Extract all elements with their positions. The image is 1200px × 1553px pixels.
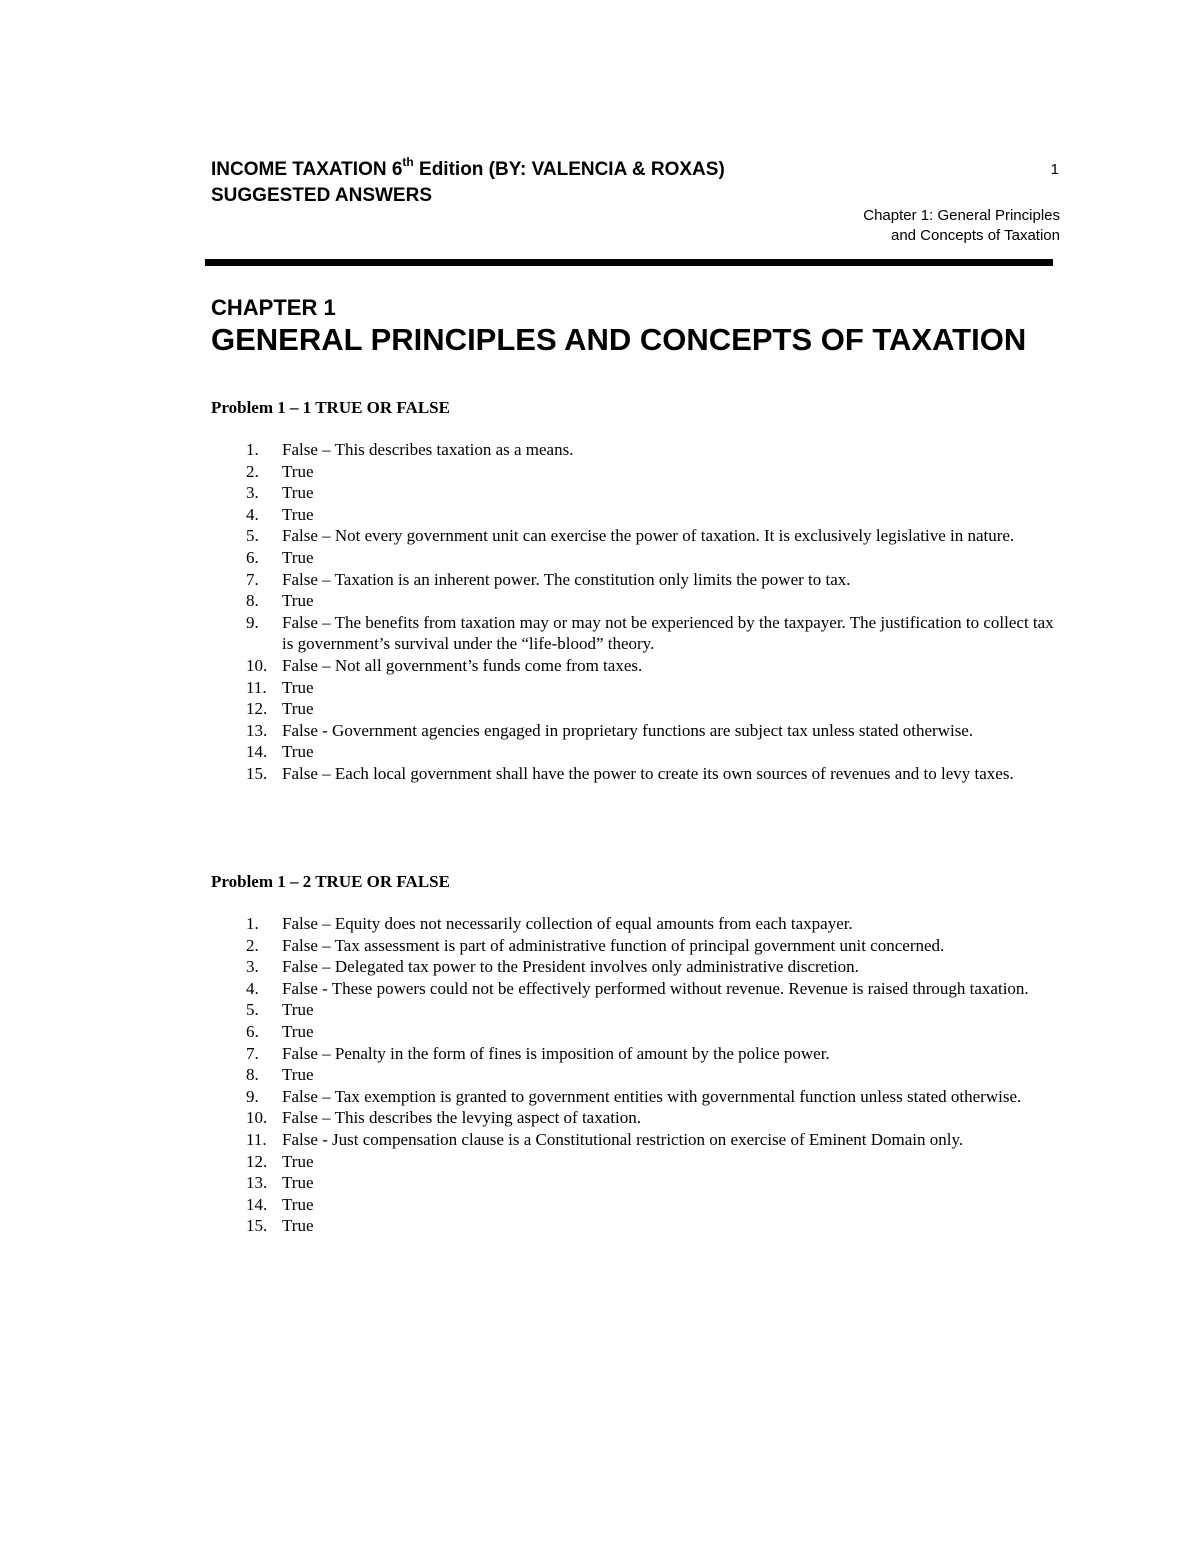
answer-text: False – Not every government unit can exercise the power of taxation. It is exclusively legislative in nature. xyxy=(282,526,1015,546)
answer-number: 1. xyxy=(246,440,259,459)
answer-text: True xyxy=(282,591,314,611)
answer-text: True xyxy=(282,1151,314,1171)
answer-text: True xyxy=(282,1173,314,1193)
answer-number: 7. xyxy=(246,569,259,589)
chapter-reference-line-1: Chapter 1: General Principles xyxy=(863,207,1060,224)
answer-number: 10. xyxy=(246,1108,268,1128)
answer-number: 3. xyxy=(246,957,259,977)
answer-item xyxy=(211,913,1061,935)
document-title-rest: Edition (BY: VALENCIA & ROXAS) xyxy=(413,159,725,180)
answer-text: False – This describes the levying aspect of taxation. xyxy=(282,1108,641,1128)
answer-text: True xyxy=(282,742,314,762)
answer-text: False – Delegated tax power to the President involves only administrative discretion. xyxy=(282,957,859,977)
answer-number: 14. xyxy=(246,742,268,762)
answer-number: 15. xyxy=(246,763,268,783)
problem-heading: Problem 1 – 2 TRUE OR FALSE xyxy=(211,872,450,891)
answer-list xyxy=(211,913,1061,1237)
answer-item xyxy=(211,569,1061,591)
answer-text: False – Each local government shall have the power to create its own sources of revenues and to levy taxes. xyxy=(282,763,1014,783)
answer-text: True xyxy=(282,1216,314,1236)
answer-list xyxy=(211,439,1061,785)
header-divider xyxy=(205,259,1053,266)
answer-item xyxy=(211,525,1061,547)
answer-text: False - These powers could not be effectively performed without revenue. Revenue is raised through taxation. xyxy=(282,978,1029,998)
answer-number: 15. xyxy=(246,1216,268,1236)
chapter-reference-line-2: and Concepts of Taxation xyxy=(890,227,1060,244)
page-number: 1 xyxy=(1050,161,1059,178)
answer-item xyxy=(211,1086,1061,1108)
answer-item xyxy=(211,482,1061,504)
answer-number: 5. xyxy=(246,526,259,546)
answer-number: 13. xyxy=(246,720,268,740)
answer-text: True xyxy=(282,547,314,567)
answer-text: True xyxy=(282,1065,314,1085)
answer-number: 1. xyxy=(246,914,259,933)
answer-item xyxy=(211,1064,1061,1086)
answer-number: 7. xyxy=(246,1043,259,1063)
answer-number: 4. xyxy=(246,978,259,998)
answer-number: 10. xyxy=(246,655,268,675)
document-title xyxy=(211,155,725,182)
answer-text: False - Just compensation clause is a Constitutional restriction on exercise of Eminent Domain only. xyxy=(282,1129,964,1149)
problem-section xyxy=(211,397,1061,785)
answer-text: True xyxy=(282,1000,314,1020)
answer-item xyxy=(211,698,1061,720)
answer-number: 2. xyxy=(246,461,259,481)
answer-text: False – Equity does not necessarily collection of equal amounts from each taxpayer. xyxy=(282,914,853,933)
answer-number: 5. xyxy=(246,1000,259,1020)
answer-number: 11. xyxy=(246,1129,267,1149)
answer-number: 9. xyxy=(246,612,259,632)
answer-item xyxy=(211,590,1061,612)
document-title-superscript: th xyxy=(402,155,414,169)
answer-number: 8. xyxy=(246,591,259,611)
problem-heading: Problem 1 – 1 TRUE OR FALSE xyxy=(211,398,450,417)
answer-text: True xyxy=(282,677,314,697)
answer-item xyxy=(211,978,1061,1000)
answer-number: 9. xyxy=(246,1086,259,1106)
answer-item xyxy=(211,1215,1061,1237)
document-subtitle: SUGGESTED ANSWERS xyxy=(211,185,432,206)
answer-item xyxy=(211,612,1061,655)
answer-item xyxy=(211,741,1061,763)
chapter-title: GENERAL PRINCIPLES AND CONCEPTS OF TAXATION xyxy=(211,322,1027,357)
answer-item xyxy=(211,504,1061,526)
answer-text: False – The benefits from taxation may or may not be experienced by the taxpayer. The justification to collect tax is government’s survival under the “life-blood” theory. xyxy=(282,612,1054,654)
answer-item xyxy=(211,956,1061,978)
answer-number: 13. xyxy=(246,1173,268,1193)
answer-number: 14. xyxy=(246,1194,268,1214)
answer-number: 6. xyxy=(246,547,259,567)
answer-item xyxy=(211,439,1061,461)
answer-text: False - Government agencies engaged in proprietary functions are subject tax unless stated otherwise. xyxy=(282,720,974,740)
answer-item xyxy=(211,999,1061,1021)
answer-item xyxy=(211,1021,1061,1043)
answer-number: 12. xyxy=(246,1151,268,1171)
answer-text: False – Not all government’s funds come from taxes. xyxy=(282,655,643,675)
answer-number: 12. xyxy=(246,699,268,719)
answer-item xyxy=(211,1194,1061,1216)
chapter-label: CHAPTER 1 xyxy=(211,295,336,320)
answer-number: 4. xyxy=(246,504,259,524)
answer-number: 2. xyxy=(246,935,259,955)
answer-item xyxy=(211,763,1061,785)
answer-text: False – Tax assessment is part of administrative function of principal government unit concerned. xyxy=(282,935,945,955)
answer-item xyxy=(211,1172,1061,1194)
answer-text: False – Penalty in the form of fines is imposition of amount by the police power. xyxy=(282,1043,830,1063)
answer-item xyxy=(211,1151,1061,1173)
answer-text: True xyxy=(282,504,314,524)
answer-item xyxy=(211,461,1061,483)
running-chapter-reference xyxy=(760,206,1060,246)
answer-text: True xyxy=(282,483,314,503)
answer-item xyxy=(211,547,1061,569)
answer-text: False – Tax exemption is granted to government entities with governmental function unless stated otherwise. xyxy=(282,1086,1022,1106)
answer-text: True xyxy=(282,461,314,481)
answer-item xyxy=(211,720,1061,742)
answer-text: False – This describes taxation as a means. xyxy=(282,440,574,459)
answer-number: 11. xyxy=(246,677,267,697)
answer-item xyxy=(211,935,1061,957)
answer-number: 3. xyxy=(246,483,259,503)
answer-item xyxy=(211,655,1061,677)
document-title-main: INCOME TAXATION 6 xyxy=(211,159,403,180)
answer-text: False – Taxation is an inherent power. The constitution only limits the power to tax. xyxy=(282,569,851,589)
answer-text: True xyxy=(282,1021,314,1041)
answer-number: 6. xyxy=(246,1021,259,1041)
answer-item xyxy=(211,677,1061,699)
problem-section xyxy=(211,871,1061,1237)
answer-item xyxy=(211,1107,1061,1129)
answer-item xyxy=(211,1043,1061,1065)
answer-item xyxy=(211,1129,1061,1151)
answer-number: 8. xyxy=(246,1065,259,1085)
answer-text: True xyxy=(282,699,314,719)
answer-text: True xyxy=(282,1194,314,1214)
